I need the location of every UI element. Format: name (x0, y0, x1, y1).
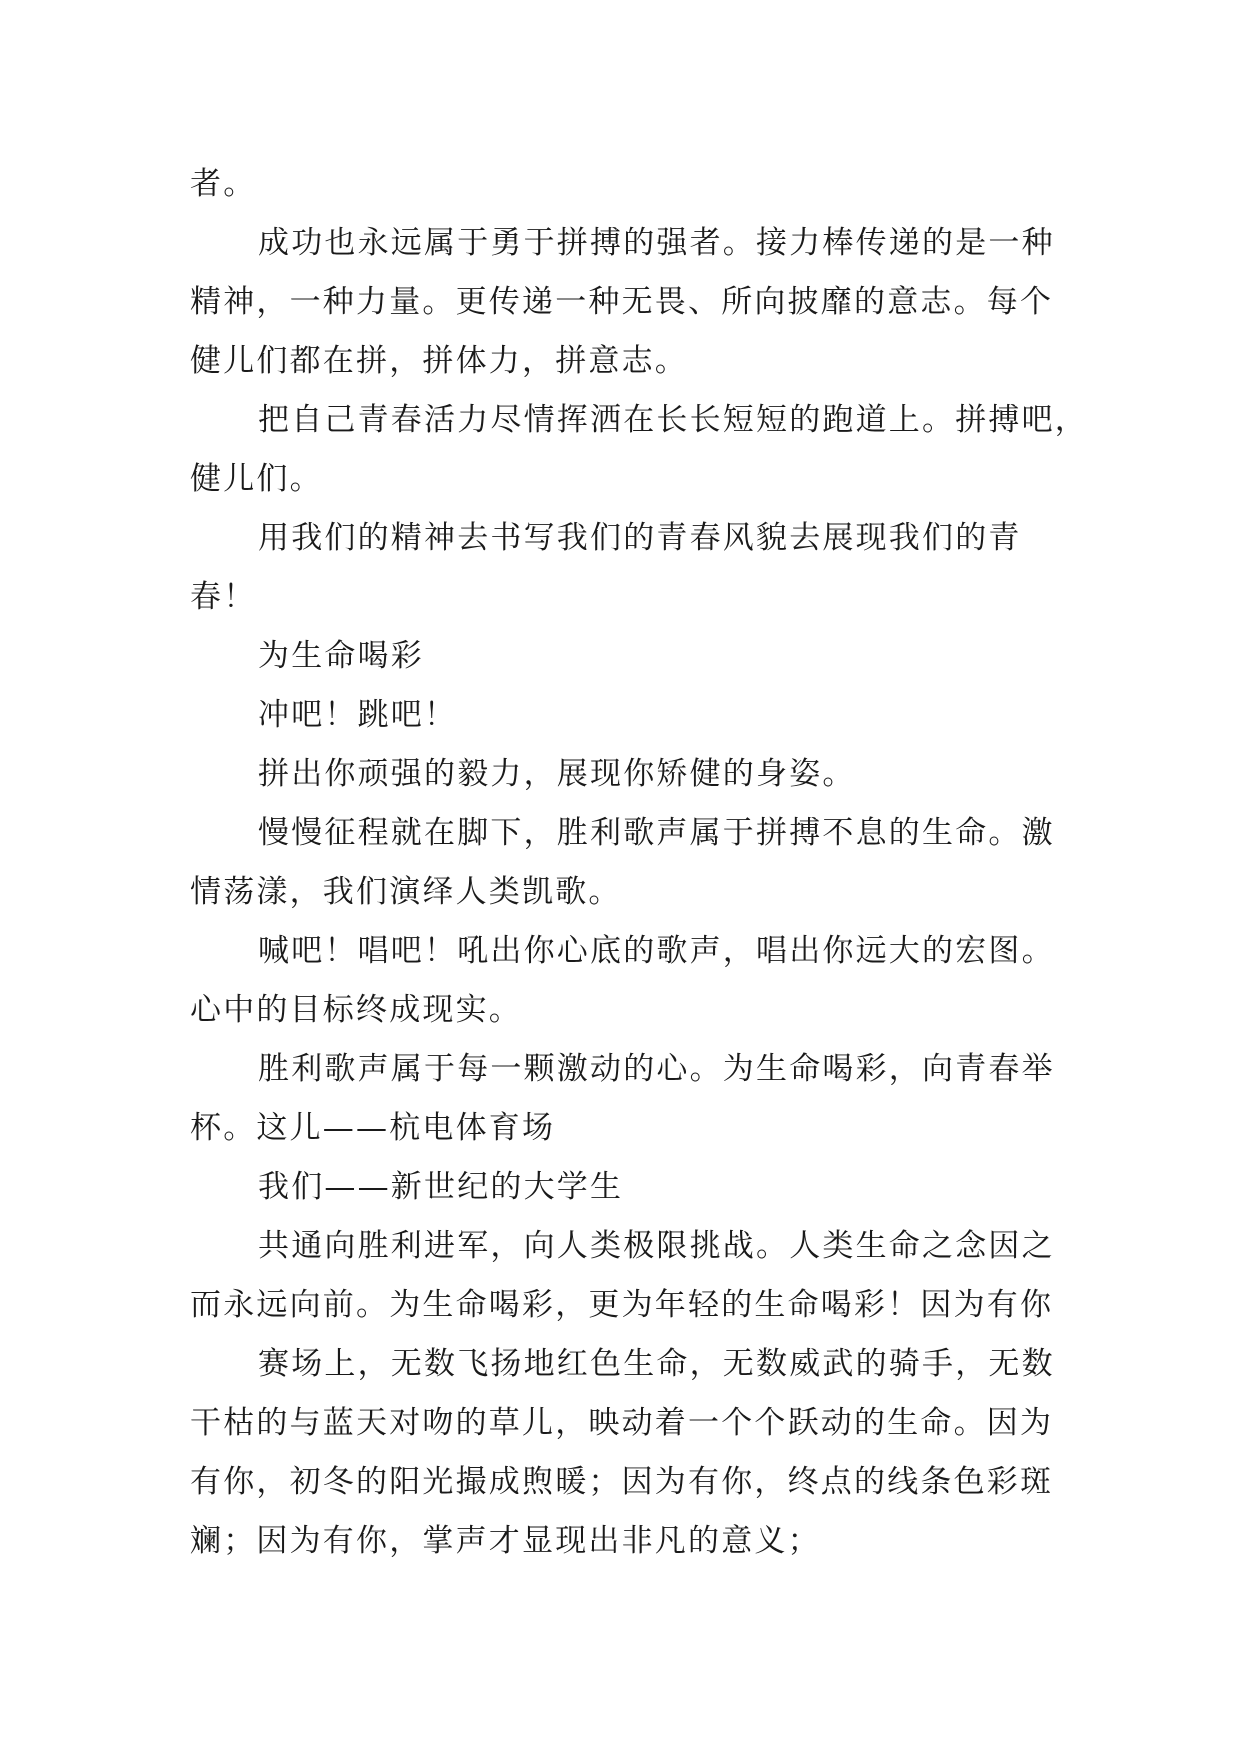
text-line: 者。 (190, 166, 257, 202)
text-line: 杯。这儿——杭电体育场 (190, 1110, 556, 1146)
text-line: 精神，一种力量。更传递一种无畏、所向披靡的意志。每个 (190, 284, 1054, 320)
text-line: 我们——新世纪的大学生 (258, 1169, 624, 1205)
text-line: 赛场上，无数飞扬地红色生命，无数威武的骑手，无数 (258, 1346, 1055, 1382)
text-line: 干枯的与蓝天对吻的草儿，映动着一个个跃动的生命。因为 (190, 1405, 1054, 1441)
text-line: 为生命喝彩 (258, 638, 424, 674)
text-line: 情荡漾，我们演绎人类凯歌。 (190, 874, 622, 910)
text-line: 健儿们。 (190, 461, 323, 497)
text-line: 春！ (190, 579, 257, 615)
text-line: 共通向胜利进军，向人类极限挑战。人类生命之念因之 (258, 1228, 1055, 1264)
text-line: 用我们的精神去书写我们的青春风貌去展现我们的青 (258, 520, 1022, 556)
text-line: 把自己青春活力尽情挥洒在长长短短的跑道上。拼搏吧， (258, 402, 1088, 438)
text-line: 慢慢征程就在脚下，胜利歌声属于拼搏不息的生命。激 (258, 815, 1055, 851)
text-line: 胜利歌声属于每一颗激动的心。为生命喝彩，向青春举 (258, 1051, 1055, 1087)
text-line: 冲吧！跳吧！ (258, 697, 458, 733)
text-line: 有你，初冬的阳光撮成煦暖；因为有你，终点的线条色彩斑 (190, 1464, 1054, 1500)
text-line: 斓；因为有你，掌声才显现出非凡的意义； (190, 1523, 821, 1559)
text-line: 健儿们都在拼，拼体力，拼意志。 (190, 343, 688, 379)
text-line: 心中的目标终成现实。 (190, 992, 522, 1028)
text-line: 喊吧！唱吧！吼出你心底的歌声，唱出你远大的宏图。 (258, 933, 1055, 969)
text-line: 而永远向前。为生命喝彩，更为年轻的生命喝彩！因为有你 (190, 1287, 1054, 1323)
text-line: 拼出你顽强的毅力，展现你矫健的身姿。 (258, 756, 856, 792)
text-line: 成功也永远属于勇于拼搏的强者。接力棒传递的是一种 (258, 225, 1055, 261)
document-body (190, 155, 1088, 1571)
